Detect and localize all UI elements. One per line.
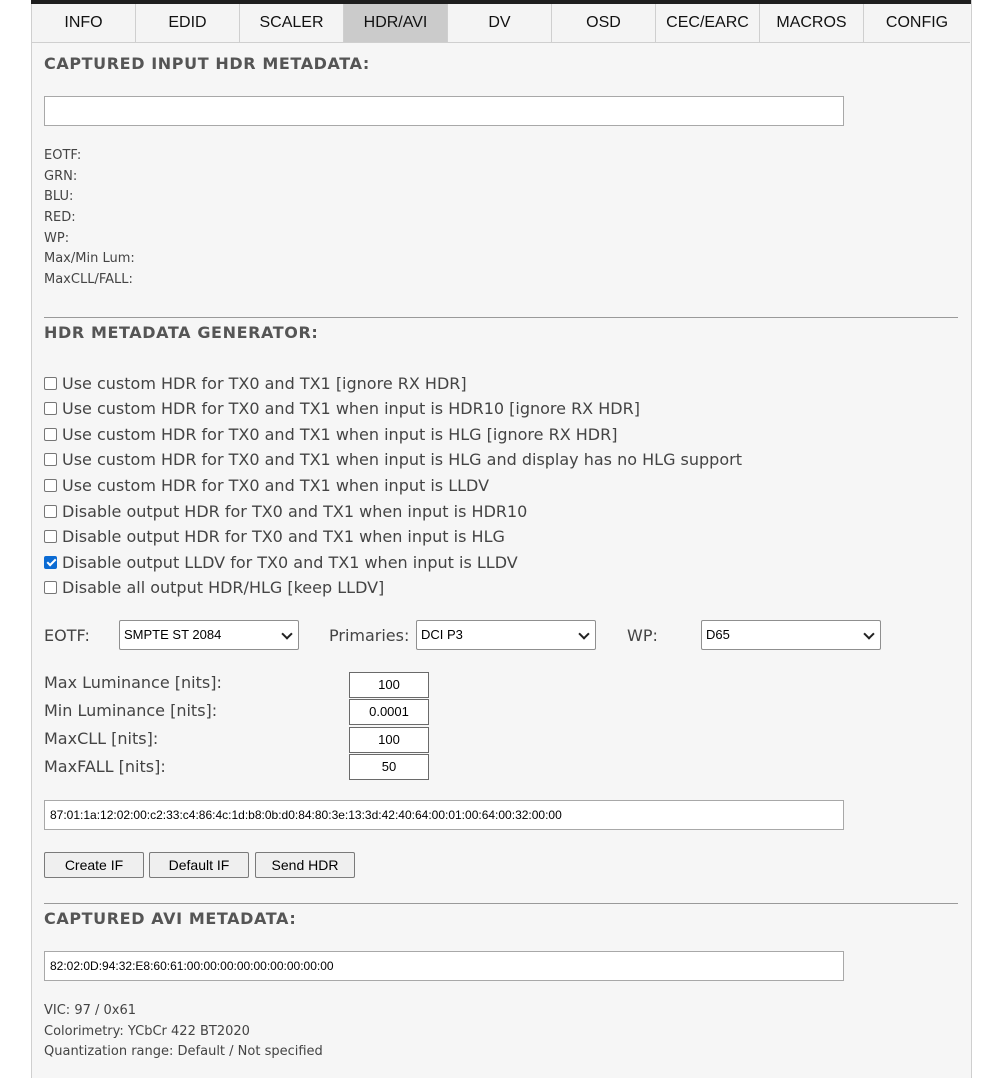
captured-avi-field[interactable]: 82:02:0D:94:32:E8:60:61:00:00:00:00:00:00:00:00:00 bbox=[44, 951, 844, 981]
max-min-lum-info: Max/Min Lum: bbox=[44, 251, 135, 267]
wp-select[interactable] bbox=[701, 620, 881, 650]
chevron-down-icon bbox=[863, 628, 874, 639]
option-checkbox[interactable] bbox=[44, 530, 57, 543]
max-luminance-label: Max Luminance [nits]: bbox=[44, 673, 222, 692]
maxfall-input[interactable]: 50 bbox=[349, 754, 429, 780]
captured-avi-info bbox=[44, 1001, 323, 1063]
option-label: Use custom HDR for TX0 and TX1 [ignore RX HDR] bbox=[62, 373, 467, 393]
tab-info[interactable]: INFO bbox=[32, 4, 136, 43]
chevron-down-icon bbox=[281, 628, 292, 639]
option-row[interactable] bbox=[44, 450, 742, 470]
tab-edid[interactable]: EDID bbox=[136, 4, 240, 43]
tab-macros[interactable]: MACROS bbox=[760, 4, 864, 43]
chevron-down-icon bbox=[578, 628, 589, 639]
min-luminance-input[interactable]: 0.0001 bbox=[349, 699, 429, 725]
eotf-select-value: SMPTE ST 2084 bbox=[124, 627, 222, 642]
option-row[interactable] bbox=[44, 501, 527, 521]
option-row[interactable] bbox=[44, 399, 640, 419]
option-checkbox[interactable] bbox=[44, 479, 57, 492]
option-label: Disable output HDR for TX0 and TX1 when input is HLG bbox=[62, 527, 505, 547]
captured-hdr-field[interactable] bbox=[44, 96, 844, 126]
tab-cec-earc[interactable]: CEC/EARC bbox=[656, 4, 760, 43]
option-checkbox[interactable] bbox=[44, 402, 57, 415]
red-info: RED: bbox=[44, 210, 76, 226]
option-label: Use custom HDR for TX0 and TX1 when input is HLG [ignore RX HDR] bbox=[62, 424, 618, 444]
option-label: Use custom HDR for TX0 and TX1 when input is HDR10 [ignore RX HDR] bbox=[62, 399, 640, 419]
quantization-info: Quantization range: Default / Not specified bbox=[44, 1044, 323, 1060]
option-label: Use custom HDR for TX0 and TX1 when input is HLG and display has no HLG support bbox=[62, 450, 742, 470]
option-label: Disable output LLDV for TX0 and TX1 when input is LLDV bbox=[62, 552, 518, 572]
tab-hdr-avi[interactable]: HDR/AVI bbox=[344, 4, 448, 43]
grn-info: GRN: bbox=[44, 168, 78, 184]
option-checkbox[interactable] bbox=[44, 377, 57, 390]
send-hdr-button[interactable]: Send HDR bbox=[255, 852, 355, 878]
tab-dv[interactable]: DV bbox=[448, 4, 552, 43]
colorimetry-info: Colorimetry: YCbCr 422 BT2020 bbox=[44, 1023, 250, 1039]
tab-config[interactable]: CONFIG bbox=[864, 4, 970, 43]
maxcll-input[interactable]: 100 bbox=[349, 727, 429, 753]
primaries-select[interactable] bbox=[416, 620, 596, 650]
max-luminance-input[interactable]: 100 bbox=[349, 672, 429, 698]
option-checkbox[interactable] bbox=[44, 453, 57, 466]
divider bbox=[44, 903, 958, 904]
eotf-select[interactable] bbox=[119, 620, 299, 650]
option-row[interactable] bbox=[44, 578, 384, 598]
infoframe-field[interactable]: 87:01:1a:12:02:00:c2:33:c4:86:4c:1d:b8:0b:d0:84:80:3e:13:3d:42:40:64:00:01:00:64:00:32:00:00 bbox=[44, 800, 844, 830]
primaries-label: Primaries: bbox=[329, 626, 410, 645]
option-label: Disable output HDR for TX0 and TX1 when input is HDR10 bbox=[62, 501, 528, 521]
tab-bar bbox=[32, 4, 970, 44]
option-row[interactable] bbox=[44, 475, 489, 495]
option-row[interactable] bbox=[44, 373, 467, 393]
option-checkbox[interactable] bbox=[44, 428, 57, 441]
divider bbox=[44, 317, 958, 318]
option-checkbox[interactable] bbox=[44, 581, 57, 594]
generator-title: HDR METADATA GENERATOR: bbox=[44, 323, 319, 342]
option-row[interactable] bbox=[44, 424, 617, 444]
vic-info: VIC: 97 / 0x61 bbox=[44, 1003, 137, 1018]
wp-select-value: D65 bbox=[706, 627, 730, 642]
option-row[interactable] bbox=[44, 552, 518, 572]
wp-info: WP: bbox=[44, 230, 70, 246]
captured-hdr-info bbox=[44, 146, 135, 291]
captured-avi-title: CAPTURED AVI METADATA: bbox=[44, 909, 297, 928]
maxcll-label: MaxCLL [nits]: bbox=[44, 729, 159, 748]
blu-info: BLU: bbox=[44, 189, 74, 205]
wp-label: WP: bbox=[627, 626, 658, 645]
maxcll-fall-info: MaxCLL/FALL: bbox=[44, 272, 133, 288]
option-label: Use custom HDR for TX0 and TX1 when input is LLDV bbox=[62, 475, 490, 495]
maxfall-label: MaxFALL [nits]: bbox=[44, 757, 166, 776]
create-if-button[interactable]: Create IF bbox=[44, 852, 144, 878]
default-if-button[interactable]: Default IF bbox=[149, 852, 249, 878]
option-checkbox[interactable] bbox=[44, 505, 57, 518]
captured-hdr-title: CAPTURED INPUT HDR METADATA: bbox=[44, 54, 370, 73]
option-label: Disable all output HDR/HLG [keep LLDV] bbox=[62, 578, 385, 598]
tab-osd[interactable]: OSD bbox=[552, 4, 656, 43]
eotf-label: EOTF: bbox=[44, 626, 90, 645]
eotf-info: EOTF: bbox=[44, 148, 82, 163]
tab-scaler[interactable]: SCALER bbox=[240, 4, 344, 43]
min-luminance-label: Min Luminance [nits]: bbox=[44, 701, 218, 720]
option-checkbox[interactable] bbox=[44, 556, 57, 569]
primaries-select-value: DCI P3 bbox=[421, 627, 463, 642]
option-row[interactable] bbox=[44, 527, 505, 547]
